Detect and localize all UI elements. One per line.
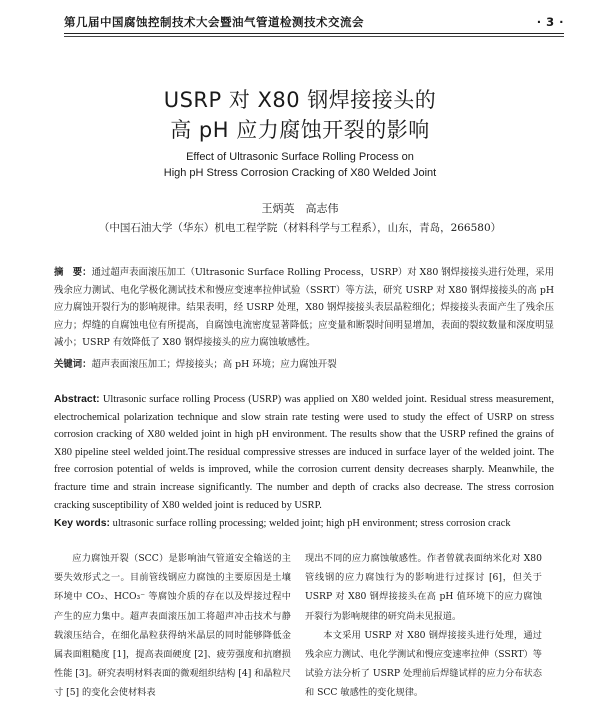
abstract-cn-label: 摘 要： bbox=[54, 267, 92, 278]
keywords-en-label: Key words: bbox=[54, 518, 111, 529]
abstract-en bbox=[54, 391, 554, 514]
authors: 王炳英 高志伟 bbox=[261, 202, 339, 215]
header-rule bbox=[64, 33, 564, 34]
body-left-column bbox=[54, 549, 291, 703]
keywords-en bbox=[54, 516, 554, 532]
abstract-en-text: Ultrasonic surface rolling Process (USRP) was applied on X80 welded joint. Residual stress measurement, electrochemical polarization technique and slow strain rate testing were used to study the effect of USRP on stress corrosion cracking of X80 welded joint in high pH environment. The results show that the USRP refined the grains of X80 pipeline steel welded joint.The residual compressive stresses are induced in surface layer of the welded joint. The free corrosion potential of welds is improved, while the corrosion current density decreases sharply. Meanwhile, the fracture time and strain increase significantly. The number and depth of cracks also decrease. The stress corrosion cracking susceptibility of X80 welded joint is reduced by USRP. bbox=[54, 394, 554, 511]
title-cn-line2: 高 pH 应力腐蚀开裂的影响 bbox=[170, 118, 430, 142]
keywords-cn bbox=[54, 356, 554, 374]
body-right-paragraph-2 bbox=[305, 626, 542, 703]
keywords-cn-text: 超声表面滚压加工；焊接接头；高 pH 环境；应力腐蚀开裂 bbox=[91, 359, 337, 370]
abstract-cn bbox=[54, 264, 554, 352]
keywords-cn-label: 关键词： bbox=[54, 359, 92, 370]
abstract-en-label: Abstract: bbox=[54, 394, 100, 405]
page-number: · 3 · bbox=[536, 15, 564, 29]
title-cn-line1: USRP 对 X80 钢焊接接头的 bbox=[163, 88, 437, 112]
affiliation: （中国石油大学（华东）机电工程学院（材料科学与工程系），山东，青岛，266580） bbox=[98, 222, 502, 234]
body-right-paragraph-2-text: 本文采用 USRP 对 X80 钢焊接接头进行处理，通过残余应力测试、电化学测试和慢应变速率拉伸（SSRT）等试验方法分析了 USRP 处理前后焊缝试样的应力分布状态和 SCC 敏感性的变化规律。 bbox=[305, 629, 542, 699]
body-left-text: 应力腐蚀开裂（SCC）是影响油气管道安全输送的主要失效形式之一。目前管线钢应力腐蚀的主要原因是土壤环境中 CO₂、HCO₃⁻ 等腐蚀介质的存在以及焊接过程中产生的应力集中。超声表面滚压加工将超声冲击技术与静载滚压结合，在细化晶粒获得纳米晶层的同时能够降低金属表面粗糙度 [1]，提高表面硬度 [2]、疲劳强度和抗磨损性能 [3]。研究表明材料表面的微观组织结构 [4] 和晶粒尺寸 [5] 的变化会使材料表 bbox=[54, 553, 291, 699]
running-header bbox=[64, 14, 564, 30]
abstract-cn-text: 通过超声表面滚压加工（Ultrasonic Surface Rolling Process，USRP）对 X80 钢焊接接头进行处理，采用残余应力测试、电化学极化测试技术和慢应变速率拉伸试验（SSRT）等方法，研究 USRP 对 X80 钢焊接接头的高 pH 应力腐蚀开裂行为的影响规律。结果表明，经 USRP 处理，X80 钢焊接接头表层晶粒细化；焊接接头表面产生了残余压应力；焊缝的自腐蚀电位有所提高，自腐蚀电流密度显著降低；应变量和断裂时间明显增加，表面的裂纹数量和深度明显减小；USRP 有效降低了 X80 钢焊接接头的应力腐蚀敏感性。 bbox=[54, 267, 554, 348]
body-right-column bbox=[305, 549, 542, 703]
header-rule-thin bbox=[64, 36, 564, 37]
body-right-paragraph-1: 现出不同的应力腐蚀敏感性。作者曾就表面纳米化对 X80 管线钢的应力腐蚀行为的影响进行过探讨 [6]，但关于 USRP 对 X80 钢焊接接头在高 pH 值环境下的应力腐蚀开裂行为影响规律的研究尚未见报道。 bbox=[305, 553, 542, 622]
title-en-line2: High pH Stress Corrosion Cracking of X80 Welded Joint bbox=[163, 167, 437, 179]
title-en-line1: Effect of Ultrasonic Surface Rolling Process on bbox=[186, 151, 414, 163]
keywords-en-text: ultrasonic surface rolling processing; welded joint; high pH environment; stress corrosion crack bbox=[112, 518, 511, 529]
journal-name: 第几届中国腐蚀控制技术大会暨油气管道检测技术交流会 bbox=[64, 15, 364, 29]
